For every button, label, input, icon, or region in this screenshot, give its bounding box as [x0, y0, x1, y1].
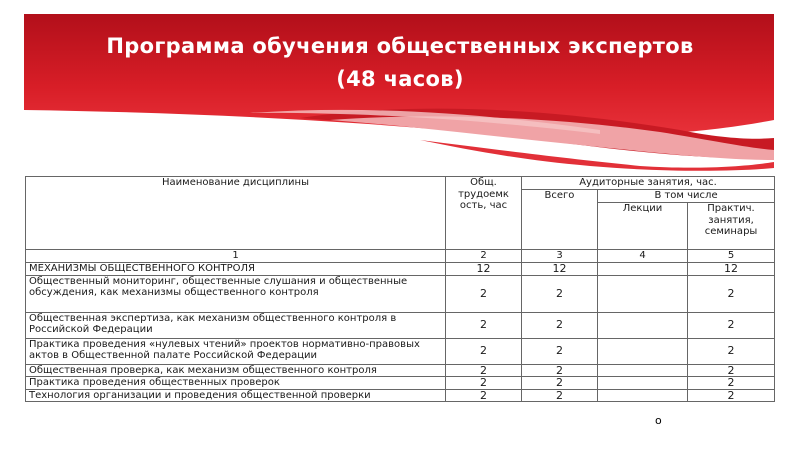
header-all: Всего [522, 190, 598, 250]
total-hours: 2 [446, 338, 522, 364]
lecture-hours [598, 312, 688, 338]
discipline-name: Общественная проверка, как механизм общественного контроля [26, 364, 446, 377]
auditorium-hours: 2 [522, 389, 598, 402]
title-line-1: Программа обучения общественных экспертов [106, 34, 694, 58]
practice-hours: 2 [688, 312, 775, 338]
table-row [26, 263, 775, 276]
total-hours: 2 [446, 377, 522, 390]
column-index: 5 [688, 250, 775, 263]
table-row [26, 312, 775, 338]
lecture-hours [598, 377, 688, 390]
discipline-name: Практика проведения «нулевых чтений» проектов нормативно-правовых актов в Общественной палате Российской Федерации [26, 338, 446, 364]
practice-hours: 2 [688, 338, 775, 364]
total-hours: 2 [446, 389, 522, 402]
table-header-row [26, 177, 775, 190]
total-hours: 2 [446, 275, 522, 312]
header-practice: Практич. занятия, семинары [688, 203, 775, 250]
auditorium-hours: 12 [522, 263, 598, 276]
footnote-mark: о [655, 414, 662, 427]
auditorium-hours: 2 [522, 312, 598, 338]
discipline-name: Общественный мониторинг, общественные слушания и общественные обсуждения, как механизмы общественного контроля [26, 275, 446, 312]
lecture-hours [598, 263, 688, 276]
total-hours: 12 [446, 263, 522, 276]
slide-title [20, 30, 780, 96]
column-index: 1 [26, 250, 446, 263]
practice-hours: 2 [688, 389, 775, 402]
practice-hours: 12 [688, 263, 775, 276]
discipline-name: Технология организации и проведения общественной проверки [26, 389, 446, 402]
lecture-hours [598, 275, 688, 312]
discipline-name: МЕХАНИЗМЫ ОБЩЕСТВЕННОГО КОНТРОЛЯ [26, 263, 446, 276]
discipline-name: Практика проведения общественных проверок [26, 377, 446, 390]
table-row [26, 377, 775, 390]
header-discipline: Наименование дисциплины [26, 177, 446, 250]
auditorium-hours: 2 [522, 377, 598, 390]
discipline-name: Общественная экспертиза, как механизм общественного контроля в Российской Федерации [26, 312, 446, 338]
practice-hours: 2 [688, 377, 775, 390]
auditorium-hours: 2 [522, 338, 598, 364]
header-including: В том числе [598, 190, 775, 203]
column-index-row [26, 250, 775, 263]
lecture-hours [598, 338, 688, 364]
total-hours: 2 [446, 312, 522, 338]
title-line-2: (48 часов) [336, 67, 464, 91]
practice-hours: 2 [688, 275, 775, 312]
table-row [26, 275, 775, 312]
auditorium-hours: 2 [522, 275, 598, 312]
column-index: 2 [446, 250, 522, 263]
total-hours: 2 [446, 364, 522, 377]
lecture-hours [598, 364, 688, 377]
table-row [26, 389, 775, 402]
header-total: Общ. трудоемк ость, час [446, 177, 522, 250]
header-lectures: Лекции [598, 203, 688, 250]
lecture-hours [598, 389, 688, 402]
table-row [26, 364, 775, 377]
header-auditorium: Аудиторные занятия, час. [522, 177, 775, 190]
column-index: 4 [598, 250, 688, 263]
practice-hours: 2 [688, 364, 775, 377]
auditorium-hours: 2 [522, 364, 598, 377]
table-row [26, 338, 775, 364]
curriculum-table [25, 176, 775, 402]
column-index: 3 [522, 250, 598, 263]
